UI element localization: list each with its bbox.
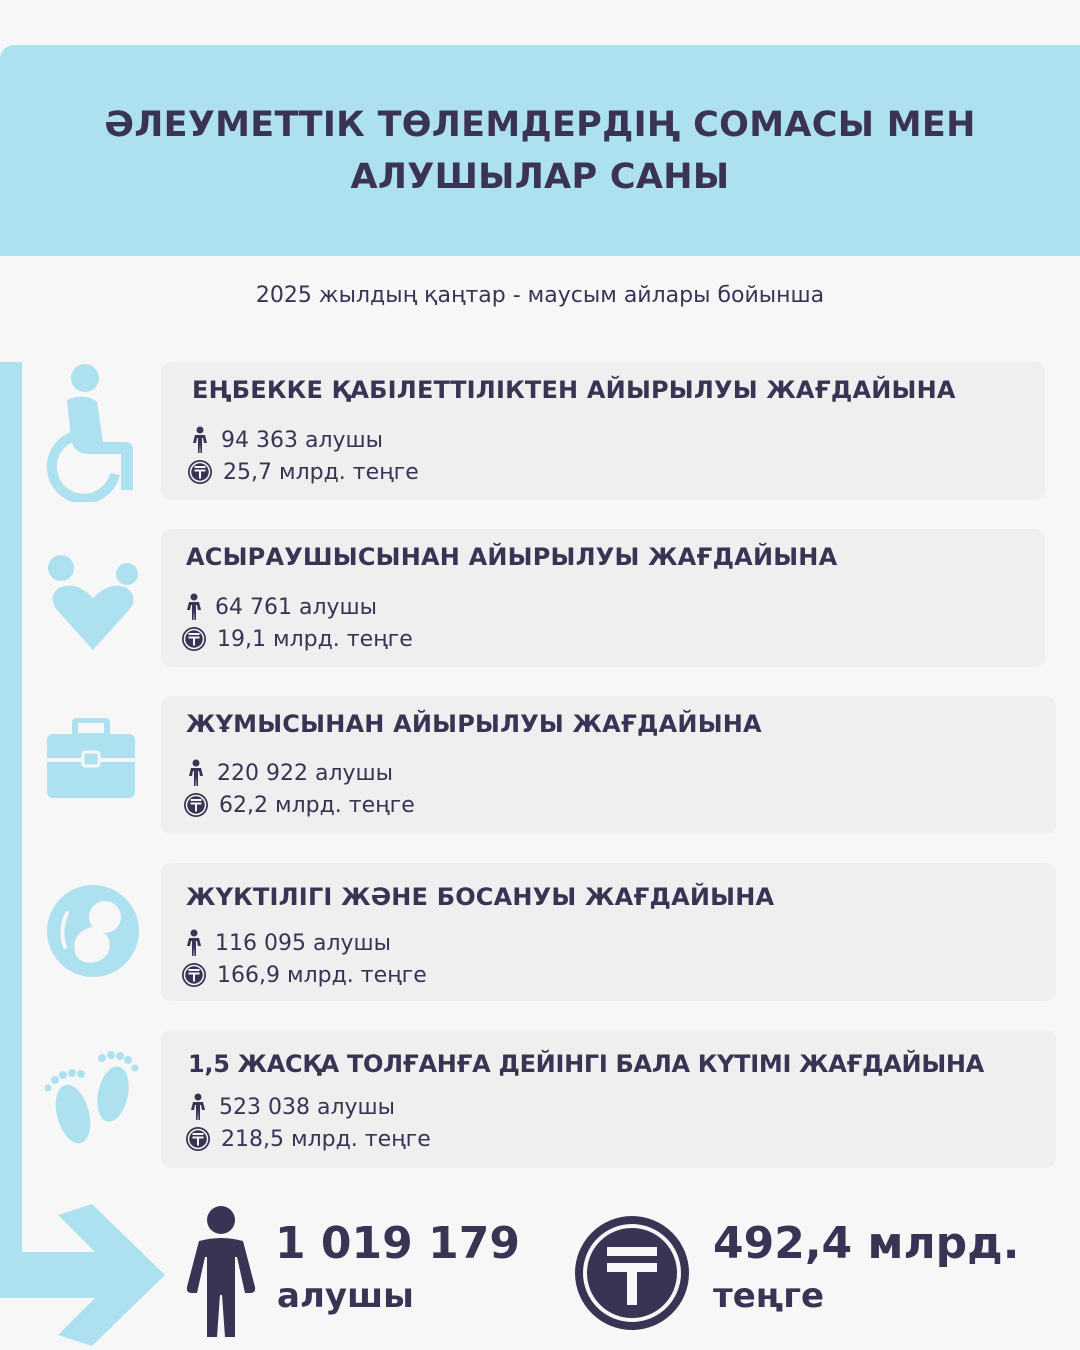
baby-feet-icon bbox=[45, 1050, 140, 1150]
wheelchair-icon bbox=[45, 362, 140, 502]
title-line-2: АЛУШЫЛАР САНЫ bbox=[350, 156, 730, 197]
recipients-line bbox=[183, 929, 391, 957]
recipients-count: 94 363 алушы bbox=[221, 427, 384, 453]
recipients-line bbox=[183, 593, 377, 621]
amount-value: 218,5 млрд. теңге bbox=[221, 1126, 431, 1152]
category-card-maternity bbox=[161, 863, 1056, 1001]
fetus-icon bbox=[45, 883, 141, 979]
recipients-count: 523 038 алушы bbox=[219, 1094, 396, 1120]
recipients-line bbox=[187, 1093, 395, 1121]
amount-value: 62,2 млрд. теңге bbox=[219, 792, 415, 818]
arrow-right-icon bbox=[0, 1200, 170, 1350]
amount-line bbox=[181, 626, 413, 652]
subtitle: 2025 жылдың қаңтар - маусым айлары бойынша bbox=[255, 283, 825, 308]
person-icon bbox=[183, 929, 205, 957]
header-banner bbox=[0, 45, 1080, 256]
total-amount-value: 492,4 млрд. bbox=[713, 1218, 1020, 1269]
tenge-icon bbox=[183, 792, 209, 818]
category-card-childcare bbox=[161, 1030, 1056, 1168]
category-title: ЕҢБЕККЕ ҚАБІЛЕТТІЛІКТЕН АЙЫРЫЛУЫ ЖАҒДАЙЫНА bbox=[192, 376, 956, 404]
total-amount-unit: теңге bbox=[713, 1276, 825, 1316]
person-icon bbox=[185, 759, 207, 787]
tenge-icon bbox=[187, 459, 213, 485]
category-title: ЖҰМЫСЫНАН АЙЫРЫЛУЫ ЖАҒДАЙЫНА bbox=[186, 710, 762, 738]
category-card-unemployment bbox=[161, 696, 1056, 834]
amount-value: 25,7 млрд. теңге bbox=[223, 459, 419, 485]
page-title bbox=[104, 99, 975, 203]
person-large-icon bbox=[185, 1205, 257, 1340]
recipients-line bbox=[189, 426, 383, 454]
recipients-count: 220 922 алушы bbox=[217, 760, 394, 786]
total-recipients-value: 1 019 179 bbox=[275, 1218, 520, 1269]
tenge-icon bbox=[181, 962, 207, 988]
recipients-count: 64 761 алушы bbox=[215, 594, 378, 620]
amount-line bbox=[185, 1126, 431, 1152]
person-icon bbox=[183, 593, 205, 621]
tenge-icon bbox=[181, 626, 207, 652]
total-recipients-unit: алушы bbox=[277, 1276, 414, 1316]
recipients-line bbox=[185, 759, 393, 787]
timeline-rail bbox=[0, 362, 22, 1262]
category-card-breadwinner bbox=[161, 529, 1045, 667]
person-icon bbox=[187, 1093, 209, 1121]
recipients-count: 116 095 алушы bbox=[215, 930, 392, 956]
briefcase-icon bbox=[45, 718, 137, 800]
family-heart-icon bbox=[45, 552, 140, 652]
amount-line bbox=[187, 459, 419, 485]
tenge-icon bbox=[185, 1126, 211, 1152]
category-title: 1,5 ЖАСҚА ТОЛҒАНҒА ДЕЙІНГІ БАЛА КҮТІМІ ЖАҒДАЙЫНА bbox=[188, 1050, 984, 1078]
amount-value: 166,9 млрд. теңге bbox=[217, 962, 427, 988]
tenge-large-icon bbox=[574, 1215, 690, 1331]
person-icon bbox=[189, 426, 211, 454]
category-title: АСЫРАУШЫСЫНАН АЙЫРЫЛУЫ ЖАҒДАЙЫНА bbox=[186, 543, 838, 571]
amount-line bbox=[183, 792, 415, 818]
amount-value: 19,1 млрд. теңге bbox=[217, 626, 413, 652]
category-card-disability bbox=[161, 362, 1045, 500]
title-line-1: ӘЛЕУМЕТТІК ТӨЛЕМДЕРДІҢ СОМАСЫ МЕН bbox=[104, 104, 976, 145]
category-title: ЖҮКТІЛІГІ ЖӘНЕ БОСАНУЫ ЖАҒДАЙЫНА bbox=[186, 883, 775, 911]
amount-line bbox=[181, 962, 427, 988]
